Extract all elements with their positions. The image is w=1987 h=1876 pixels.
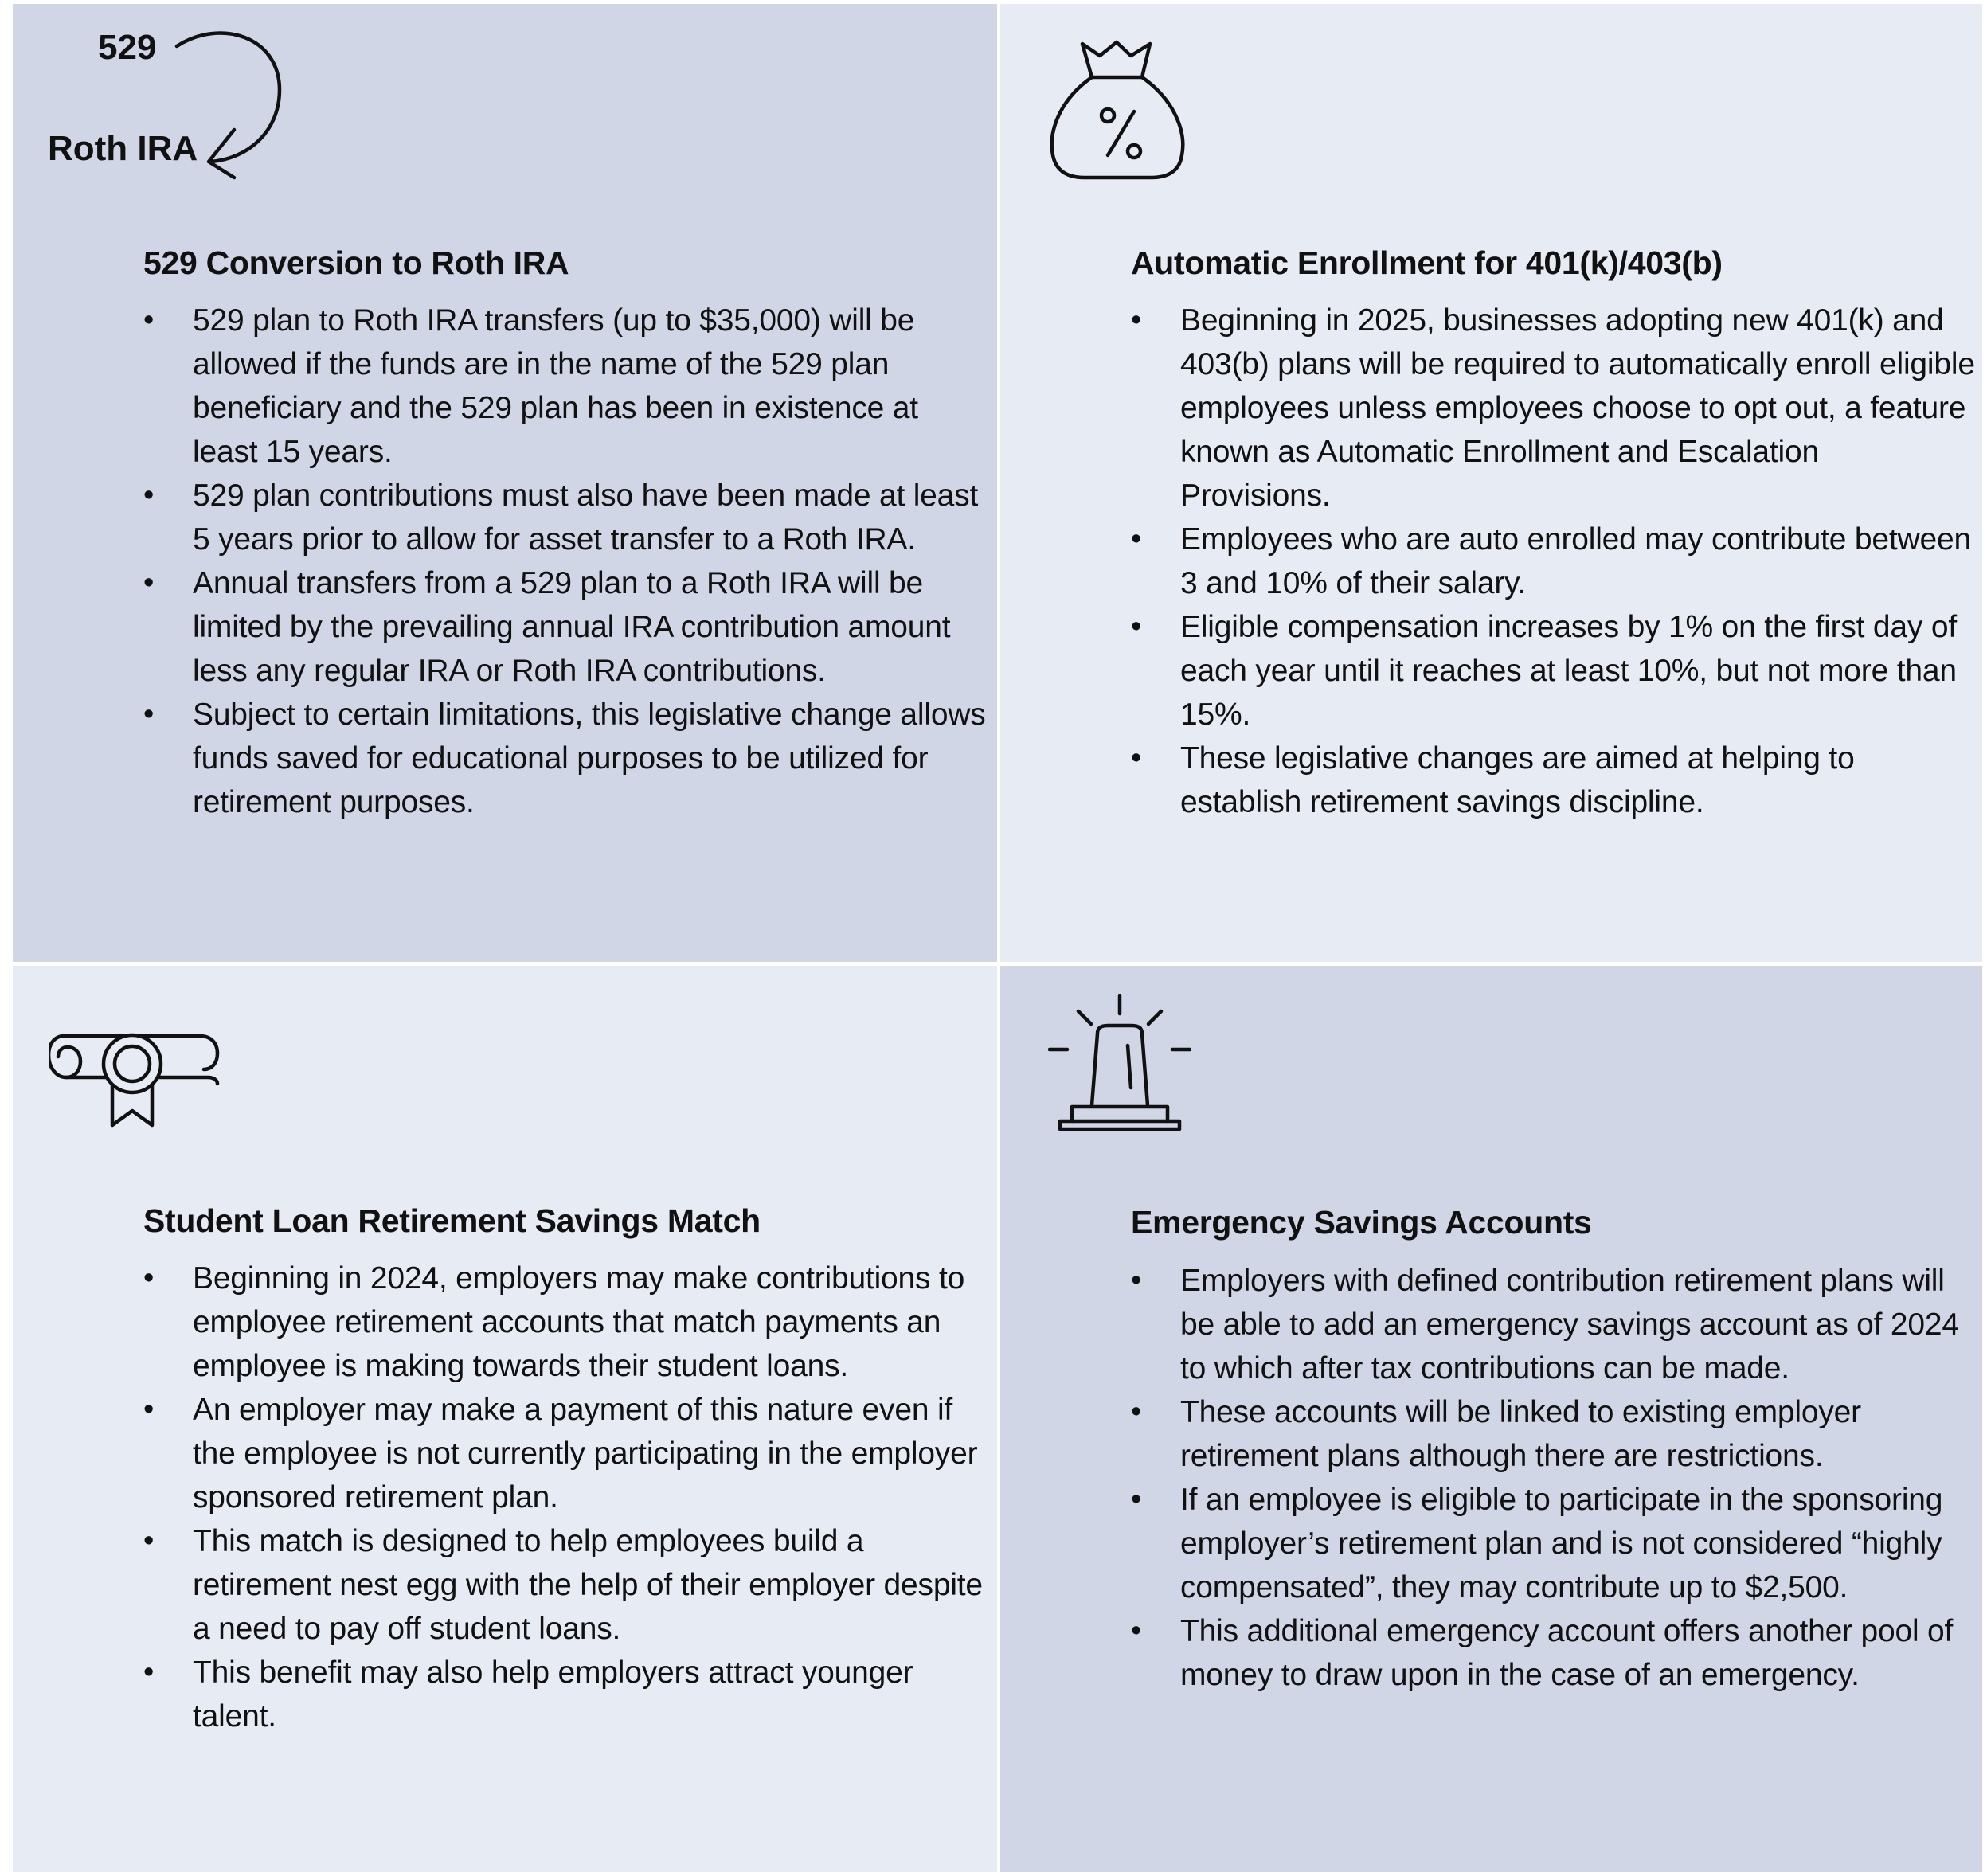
panel-heading: 529 Conversion to Roth IRA xyxy=(143,244,569,281)
bullet-item: • An employer may make a payment of this nature even if the employee is not currently participating in the employer sponsored retirement plan. xyxy=(143,1388,988,1519)
bullet-item: • This additional emergency account offers another pool of money to draw upon in the case of an emergency. xyxy=(1131,1609,1975,1697)
panel-student-loan-match xyxy=(13,966,997,1872)
panel-heading: Student Loan Retirement Savings Match xyxy=(143,1202,761,1239)
icon-label-529: 529 xyxy=(98,28,157,67)
bullet-item: • Eligible compensation increases by 1% on the first day of each year until it reaches at least 10%, but not more than 15%. xyxy=(1131,605,1975,737)
bullet-list xyxy=(143,299,988,824)
diploma-certificate-icon xyxy=(49,1020,224,1131)
bullet-list xyxy=(1131,299,1975,824)
bullet-list xyxy=(143,1257,988,1738)
bullet-item: • This match is designed to help employees build a retirement nest egg with the help of their employer despite a need to pay off student loans. xyxy=(143,1519,988,1651)
panel-heading: Emergency Savings Accounts xyxy=(1131,1204,1592,1241)
bullet-item: • Beginning in 2024, employers may make contributions to employee retirement accounts that match payments an employee is making towards their student loans. xyxy=(143,1257,988,1388)
bullet-item: • This benefit may also help employers attract younger talent. xyxy=(143,1651,988,1738)
money-bag-percent-icon xyxy=(1048,36,1191,187)
icon-label-roth-ira: Roth IRA xyxy=(48,129,198,168)
panel-emergency-savings xyxy=(1000,966,1982,1872)
bullet-item: • Annual transfers from a 529 plan to a Roth IRA will be limited by the prevailing annual IRA contribution amount less any regular IRA or Roth IRA contributions. xyxy=(143,561,988,693)
panel-automatic-enrollment xyxy=(1000,4,1982,962)
panel-529-conversion xyxy=(13,4,997,962)
bullet-item: • These legislative changes are aimed at helping to establish retirement savings discipline. xyxy=(1131,737,1975,824)
bullet-item: • If an employee is eligible to participate in the sponsoring employer’s retirement plan and is not considered “highly compensated”, they may contribute up to $2,500. xyxy=(1131,1478,1975,1609)
bullet-item: • Subject to certain limitations, this legislative change allows funds saved for educational purposes to be utilized for retirement purposes. xyxy=(143,693,988,824)
panel-heading: Automatic Enrollment for 401(k)/403(b) xyxy=(1131,244,1723,281)
bullet-item: • Employees who are auto enrolled may contribute between 3 and 10% of their salary. xyxy=(1131,518,1975,605)
bullet-item: • 529 plan to Roth IRA transfers (up to $35,000) will be allowed if the funds are in the name of the 529 plan beneficiary and the 529 plan has been in existence at least 15 years. xyxy=(143,299,988,474)
bullet-item: • Beginning in 2025, businesses adopting new 401(k) and 403(b) plans will be required to automatically enroll eligible employees unless employees choose to opt out, a feature known as Automatic Enrollment and Escalation Provisions. xyxy=(1131,299,1975,518)
emergency-siren-icon xyxy=(1048,994,1191,1137)
bullet-item: • These accounts will be linked to existing employer retirement plans although there are restrictions. xyxy=(1131,1390,1975,1478)
bullet-item: • 529 plan contributions must also have been made at least 5 years prior to allow for asset transfer to a Roth IRA. xyxy=(143,474,988,561)
bullet-item: • Employers with defined contribution retirement plans will be able to add an emergency savings account as of 2024 to which after tax contributions can be made. xyxy=(1131,1259,1975,1390)
bullet-list xyxy=(1131,1259,1975,1697)
